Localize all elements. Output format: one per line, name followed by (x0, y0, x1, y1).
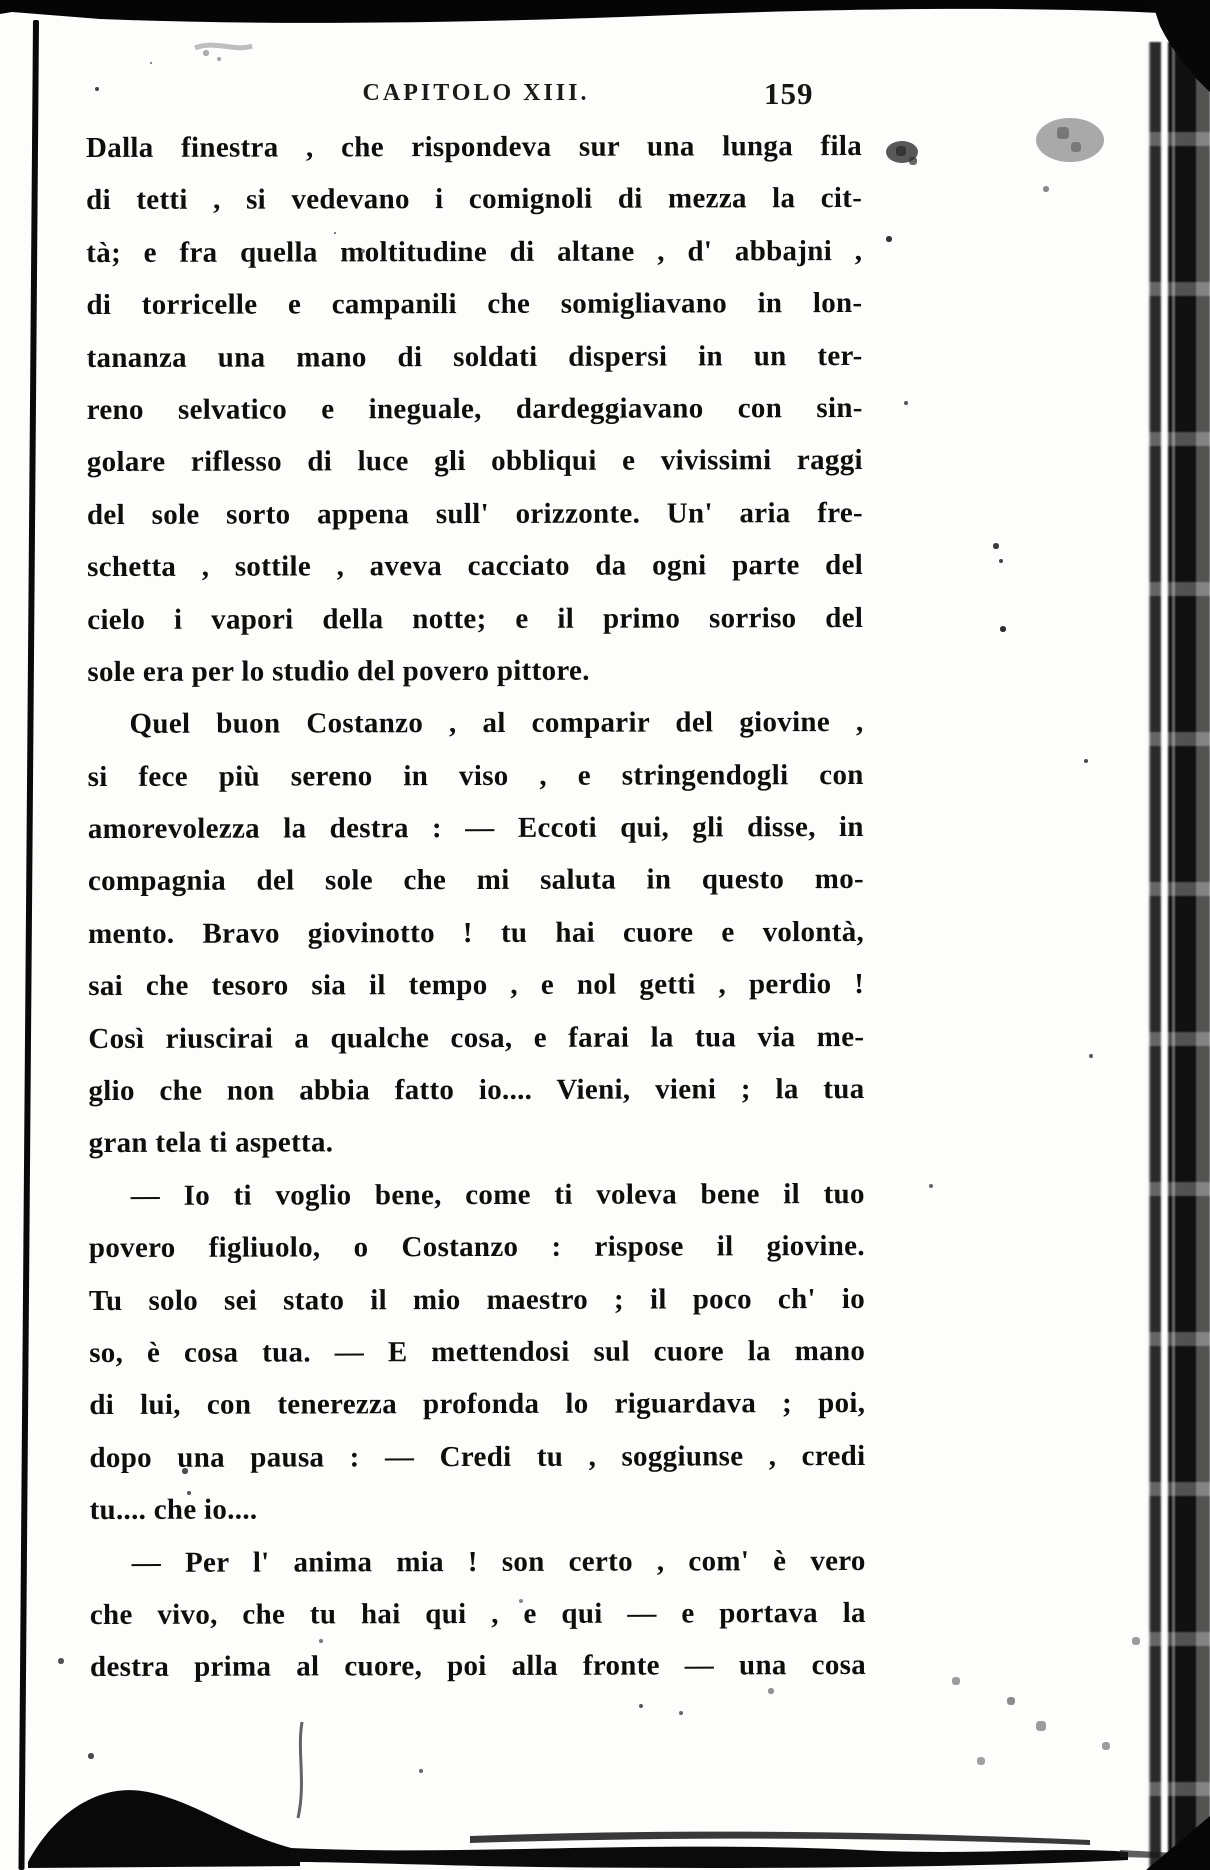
scan-blotch-right-2 (886, 141, 918, 163)
text-line: povero figliuolo, o Costanzo : rispose il giovine. (88, 1230, 865, 1265)
text-line: amorevolezza la destra : — Eccoti qui, gli disse, in (87, 811, 864, 846)
scan-gutter-shadow (1146, 42, 1210, 1870)
text-line: di torricelle e campanili che somigliavano in lon- (86, 287, 863, 322)
scan-noise-speckles (0, 0, 2, 2)
text-line: tà; e fra quella moltitudine di altane , d' abbajni , (86, 234, 863, 269)
scan-top-edge (0, 0, 1210, 23)
text-line: golare riflesso di luce gli obbliqui e vivissimi raggi (86, 444, 863, 479)
text-line: Dalla finestra , che rispondeva sur una lunga fila (85, 129, 863, 165)
text-line: gran tela ti aspetta. (88, 1126, 334, 1160)
scan-fiber-mark (298, 1722, 302, 1818)
text-line: del sole sorto appena sull' orizzonte. Un' aria fre- (86, 496, 864, 531)
text-line: reno selvatico e ineguale, dardeggiavano con sin- (86, 391, 863, 426)
text-line: schetta , sottile , aveva cacciato da ogni parte del (87, 549, 864, 584)
text-line: di lui, con tenerezza profonda lo riguardava ; poi, (89, 1387, 866, 1422)
text-line: Così riuscirai a qualche cosa, e farai la tua via me- (88, 1020, 865, 1055)
body-text (86, 120, 866, 1694)
scan-bottom-thin-line (470, 1832, 1090, 1845)
text-line: Tu solo sei stato il mio maestro ; il poco ch' io (88, 1282, 866, 1317)
text-line: so, è cosa tua. — E mettendosi sul cuore la mano (89, 1334, 866, 1369)
text-line: compagnia del sole che mi saluta in questo mo- (87, 863, 864, 898)
text-line: che vivo, che tu hai qui , e qui — e portava la (89, 1596, 866, 1631)
text-line: tu.... che io.... (89, 1493, 258, 1527)
scan-bottom-streak (290, 1847, 1128, 1868)
text-line: sole era per lo studio del povero pittore. (87, 654, 590, 688)
text-line: di tetti , si vedevano i comignoli di mezza la cit- (86, 182, 863, 217)
scan-bottom-left-blob (28, 1790, 300, 1868)
text-line: — Per l' anima mia ! son certo , com' è vero (131, 1544, 866, 1579)
text-line: mento. Bravo giovinotto ! tu hai cuore e volontà, (88, 915, 865, 950)
scan-blotch-right (1036, 118, 1104, 162)
chapter-heading: CAPITOLO XIII. (362, 80, 590, 106)
page-number: 159 (764, 76, 814, 111)
text-line: destra prima al cuore, poi alla fronte — una cosa (89, 1649, 867, 1684)
text-line: cielo i vapori della notte; e il primo sorriso del (87, 601, 864, 636)
text-line: tananza una mano di soldati dispersi in un ter- (86, 339, 863, 374)
scan-left-edge-line (18, 20, 39, 1870)
text-line: sai che tesoro sia il tempo , e nol getti , perdio ! (88, 968, 865, 1003)
page-header (88, 76, 864, 124)
text-line: si fece più sereno in viso , e stringendogli con (87, 758, 864, 793)
text-line: dopo una pausa : — Credi tu , soggiunse , credi (89, 1439, 866, 1474)
text-line: Quel buon Costanzo , al comparir del giovine , (129, 706, 864, 741)
scan-smudge-top-left (195, 45, 252, 48)
text-line: glio che non abbia fatto io.... Vieni, vieni ; la tua (88, 1073, 865, 1108)
text-line: — Io ti voglio bene, come ti voleva bene il tuo (130, 1177, 865, 1212)
